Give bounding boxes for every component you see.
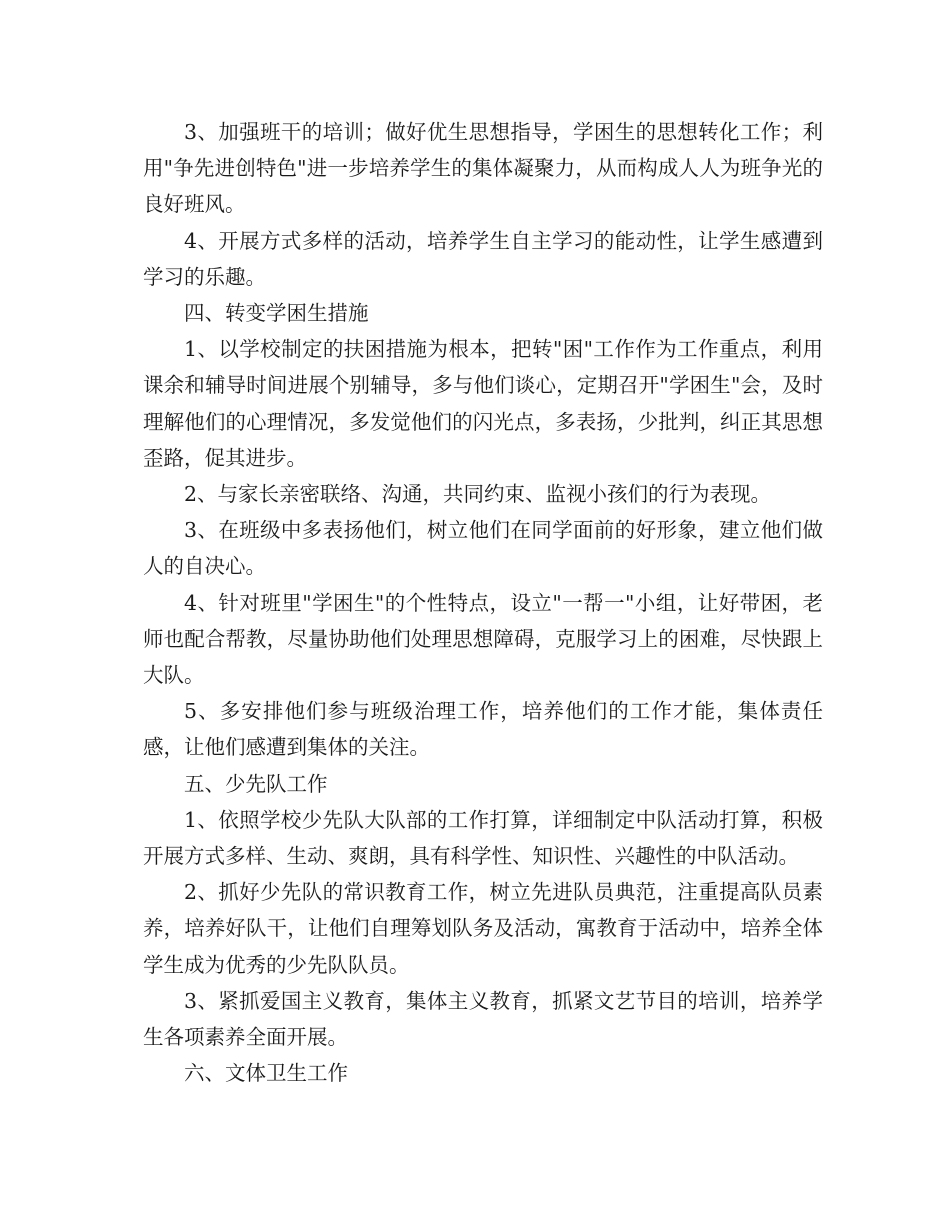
section-heading-struggling-students: 四、转变学困生措施 xyxy=(184,301,369,326)
paragraph-support-measures: 1、以学校制定的扶困措施为根本，把转"困"工作作为工作重点，利用课余和辅导时间进展个别辅导，多与他们谈心，定期召开"学困生"会，及时理解他们的心理情况，多发觉他们的闪光点，多表扬，少批判，纠正其思想歪路，促其进步。 xyxy=(143,337,823,470)
paragraph-praise-in-class: 3、在班级中多表扬他们，树立他们在同学面前的好形象，建立他们做人的自决心。 xyxy=(143,518,823,579)
document-body xyxy=(143,114,823,1091)
paragraph-class-management: 5、多安排他们参与班级治理工作，培养他们的工作才能，集体责任感，让他们感遭到集体的关注。 xyxy=(143,699,823,760)
paragraph-diverse-activities: 4、开展方式多样的活动，培养学生自主学习的能动性，让学生感遭到学习的乐趣。 xyxy=(143,228,823,289)
section-heading-young-pioneers: 五、少先队工作 xyxy=(184,771,328,796)
paragraph-pioneer-education: 2、抓好少先队的常识教育工作，树立先进队员典范，注重提高队员素养，培养好队干，让他们自理筹划队务及活动，寓教育于活动中，培养全体学生成为优秀的少先队队员。 xyxy=(143,880,823,977)
paragraph-peer-help-groups: 4、针对班里"学困生"的个性特点，设立"一帮一"小组，让好带困，老师也配合帮教，尽量协助他们处理思想障碍，克服学习上的困难，尽快跟上大队。 xyxy=(143,590,823,688)
section-heading-sports-health: 六、文体卫生工作 xyxy=(184,1061,348,1086)
paragraph-parent-contact: 2、与家长亲密联络、沟通，共同约束、监视小孩们的行为表现。 xyxy=(184,482,772,507)
paragraph-squad-activity-plan: 1、依照学校少先队大队部的工作打算，详细制定中队活动打算，积极开展方式多样、生动、爽朗，具有科学性、知识性、兴趣性的中队活动。 xyxy=(143,807,823,869)
paragraph-class-cadre-training: 3、加强班干的培训；做好优生思想指导，学困生的思想转化工作；利用"争先进创特色"进一步培养学生的集体凝聚力，从而构成人人为班争光的良好班风。 xyxy=(143,120,823,217)
paragraph-patriotic-education: 3、紧抓爱国主义教育，集体主义教育，抓紧文艺节目的培训，培养学生各项素养全面开展。 xyxy=(143,988,823,1050)
